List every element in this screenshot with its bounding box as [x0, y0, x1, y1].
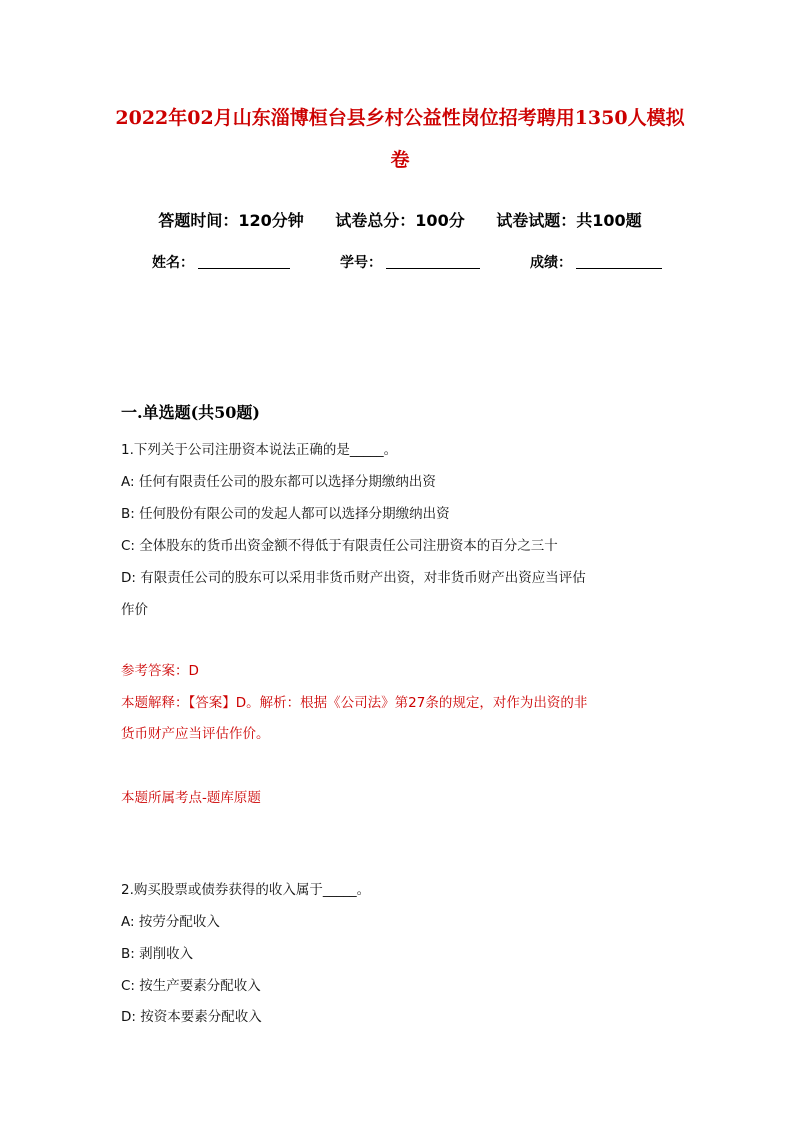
- name-blank: [198, 254, 290, 269]
- q2-option-a: A: 按劳分配收入: [121, 914, 220, 930]
- q1-option-c: C: 全体股东的货币出资金额不得低于有限责任公司注册资本的百分之三十: [121, 538, 558, 554]
- student-fields: [0, 252, 800, 276]
- q1-option-a: A: 任何有限责任公司的股东都可以选择分期缴纳出资: [121, 474, 436, 490]
- student-id-field: [340, 252, 480, 272]
- score-label: 成绩：: [530, 255, 572, 271]
- exam-total-score: 试卷总分：100分: [335, 211, 465, 230]
- q1-answer: 参考答案：D: [121, 663, 199, 679]
- doc-title-line1: 2022年02月山东淄博桓台县乡村公益性岗位招考聘用1350人模拟: [115, 107, 685, 129]
- exam-meta: [0, 208, 800, 231]
- q1-option-b: B: 任何股份有限公司的发起人都可以选择分期缴纳出资: [121, 506, 450, 522]
- q2-option-d: D: 按资本要素分配收入: [121, 1009, 262, 1025]
- section-heading: 一.单选题(共50题): [121, 403, 260, 422]
- q1-topic: 本题所属考点-题库原题: [121, 790, 261, 806]
- name-label: 姓名：: [152, 255, 194, 271]
- name-field: [152, 252, 290, 272]
- student-id-blank: [386, 254, 480, 269]
- q1-option-d-line1: D: 有限责任公司的股东可以采用非货币财产出资，对非货币财产出资应当评估: [121, 570, 586, 586]
- q1-stem: 1.下列关于公司注册资本说法正确的是_____。: [121, 442, 398, 458]
- q1-option-d-line2: 作价: [121, 602, 148, 618]
- score-blank: [576, 254, 662, 269]
- q2-option-c: C: 按生产要素分配收入: [121, 978, 261, 994]
- exam-question-count: 试卷试题：共100题: [496, 211, 642, 230]
- exam-time: 答题时间：120分钟: [158, 211, 304, 230]
- score-field: [530, 252, 662, 272]
- student-id-label: 学号：: [340, 255, 382, 271]
- q2-stem: 2.购买股票或债券获得的收入属于_____。: [121, 882, 371, 898]
- q2-option-b: B: 剥削收入: [121, 946, 194, 962]
- q1-explanation-line2: 货币财产应当评估作价。: [121, 726, 270, 742]
- q1-explanation-line1: 本题解释：【答案】D。解析：根据《公司法》第27条的规定，对作为出资的非: [121, 695, 588, 711]
- doc-title-line2: 卷: [390, 149, 410, 171]
